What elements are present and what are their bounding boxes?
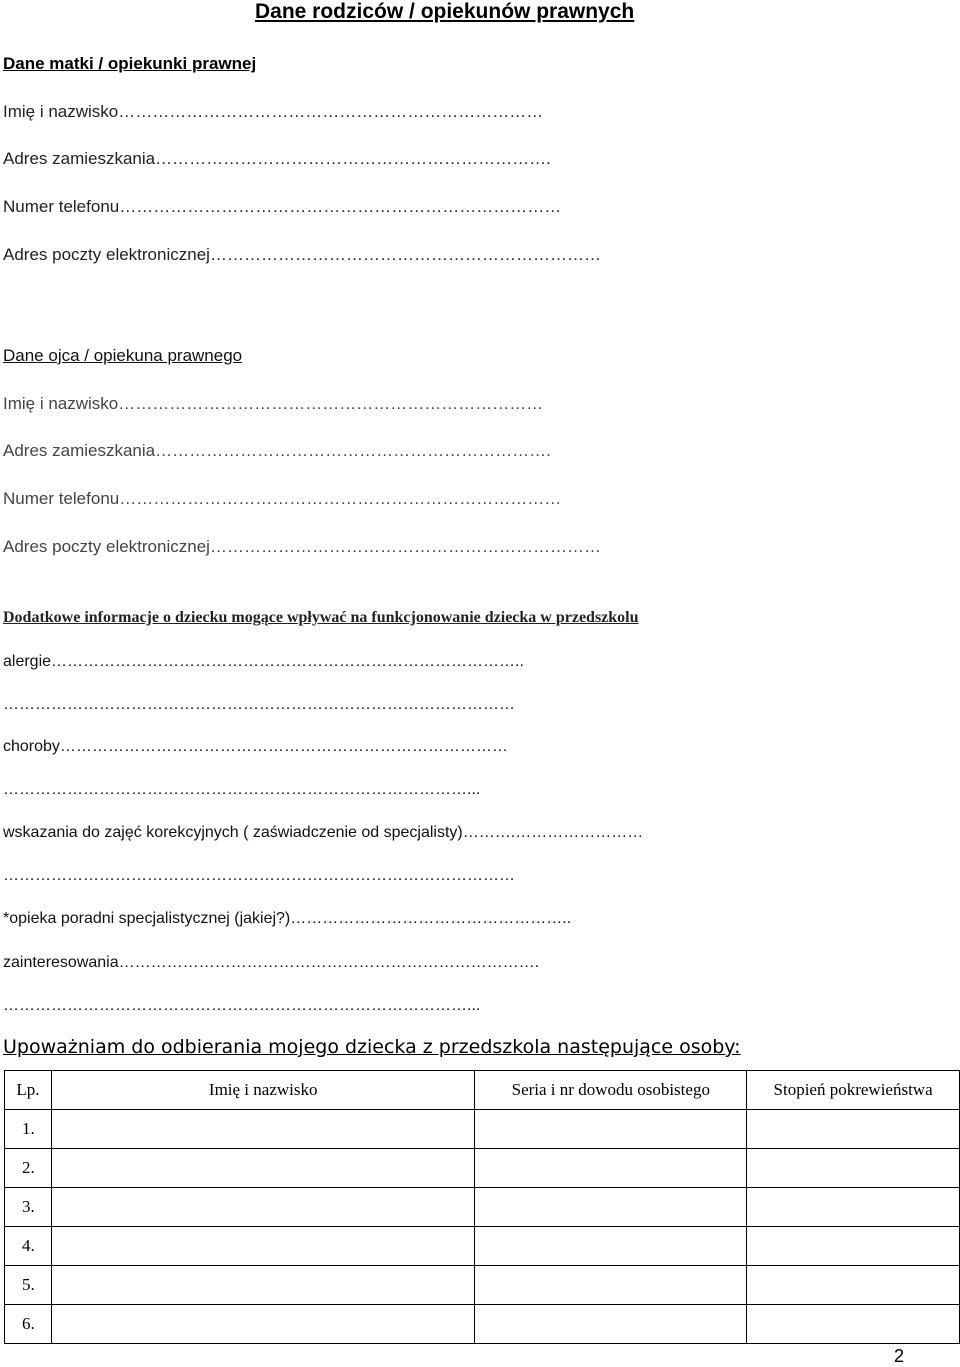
father-name-label: Imię i nazwisko xyxy=(3,394,119,413)
table-row xyxy=(5,1110,960,1149)
corrective-label: wskazania do zajęć korekcyjnych ( zaświadczenie od specjalisty) xyxy=(3,824,463,841)
row-number: 4. xyxy=(5,1227,52,1266)
mother-address-dots[interactable]: ……………………………………………………………. xyxy=(155,149,551,168)
corrective-row xyxy=(3,824,643,842)
table-header-row xyxy=(5,1071,960,1110)
page-number: 2 xyxy=(894,1346,905,1366)
diseases-label: choroby xyxy=(3,738,60,755)
father-email-label: Adres poczty elektronicznej xyxy=(3,537,210,556)
relation-cell[interactable] xyxy=(747,1188,960,1227)
id-cell[interactable] xyxy=(475,1227,747,1266)
id-cell[interactable] xyxy=(475,1110,747,1149)
diseases-row xyxy=(3,738,508,756)
name-cell[interactable] xyxy=(51,1188,474,1227)
clinic-dots[interactable]: …………………………………………….. xyxy=(290,910,572,927)
interests-label: zainteresowania xyxy=(3,954,119,971)
column-header-id: Seria i nr dowodu osobistego xyxy=(475,1071,747,1110)
row-number: 6. xyxy=(5,1305,52,1344)
mother-section-heading: Dane matki / opiekunki prawnej xyxy=(3,54,257,73)
mother-email-dots[interactable]: …………………………………………………………… xyxy=(209,245,601,264)
relation-cell[interactable] xyxy=(747,1110,960,1149)
father-section-heading: Dane ojca / opiekuna prawnego xyxy=(3,346,243,365)
name-cell[interactable] xyxy=(51,1149,474,1188)
id-cell[interactable] xyxy=(475,1305,747,1344)
table-row xyxy=(5,1227,960,1266)
relation-cell[interactable] xyxy=(747,1305,960,1344)
name-cell[interactable] xyxy=(51,1227,474,1266)
row-number: 2. xyxy=(5,1149,52,1188)
father-email-dots[interactable]: …………………………………………………………… xyxy=(209,537,601,556)
father-address-dots[interactable]: ……………………………………………………………. xyxy=(155,441,551,460)
name-cell[interactable] xyxy=(51,1266,474,1305)
mother-name-dots[interactable]: ………………………………………………………………… xyxy=(118,102,544,121)
mother-phone-dots[interactable]: …………………………………………………………………… xyxy=(119,197,562,216)
allergies-line2[interactable]: …………………………………………………………………………………… xyxy=(3,696,515,713)
name-cell[interactable] xyxy=(51,1305,474,1344)
row-number: 5. xyxy=(5,1266,52,1305)
father-name-row xyxy=(3,394,543,414)
table-row xyxy=(5,1149,960,1188)
id-cell[interactable] xyxy=(475,1149,747,1188)
diseases-line2[interactable]: ……………………………………………………………………………... xyxy=(3,781,481,798)
mother-address-row xyxy=(3,149,551,169)
interests-dots[interactable]: ……………………………………………………………………. xyxy=(118,954,540,971)
father-email-row xyxy=(3,537,601,557)
clinic-row xyxy=(3,910,571,928)
table-row xyxy=(5,1305,960,1344)
mother-phone-label: Numer telefonu xyxy=(3,197,120,216)
mother-name-row xyxy=(3,102,543,122)
allergies-label: alergie xyxy=(3,653,52,670)
child-info-heading: Dodatkowe informacje o dziecku mogące wpływać na funkcjonowanie dziecka w przedszkolu xyxy=(3,609,639,626)
column-header-lp: Lp. xyxy=(5,1071,52,1110)
table-row xyxy=(5,1266,960,1305)
father-phone-row xyxy=(3,489,561,509)
interests-line2[interactable]: ……………………………………………………………………………... xyxy=(3,997,481,1014)
table-row xyxy=(5,1188,960,1227)
mother-email-label: Adres poczty elektronicznej xyxy=(3,245,210,264)
corrective-dots[interactable]: ……….…………………… xyxy=(462,824,644,841)
page-title: Dane rodziców / opiekunów prawnych xyxy=(255,0,635,23)
corrective-line2[interactable]: …………………………………………………………………………………… xyxy=(3,867,515,884)
diseases-dots[interactable]: ………………………………………………………………………… xyxy=(59,738,508,755)
relation-cell[interactable] xyxy=(747,1266,960,1305)
id-cell[interactable] xyxy=(475,1266,747,1305)
relation-cell[interactable] xyxy=(747,1149,960,1188)
column-header-name: Imię i nazwisko xyxy=(51,1071,474,1110)
father-address-label: Adres zamieszkania xyxy=(3,441,156,460)
mother-phone-row xyxy=(3,197,561,217)
relation-cell[interactable] xyxy=(747,1227,960,1266)
row-number: 1. xyxy=(5,1110,52,1149)
allergies-dots[interactable]: …………………………………………………………………………….. xyxy=(51,653,524,670)
id-cell[interactable] xyxy=(475,1188,747,1227)
father-phone-label: Numer telefonu xyxy=(3,489,120,508)
interests-row xyxy=(3,954,539,972)
father-name-dots[interactable]: ………………………………………………………………… xyxy=(118,394,544,413)
mother-name-label: Imię i nazwisko xyxy=(3,102,119,121)
mother-email-row xyxy=(3,245,601,265)
clinic-label: *opieka poradni specjalistycznej (jakiej?) xyxy=(3,910,291,927)
father-phone-dots[interactable]: …………………………………………………………………… xyxy=(119,489,562,508)
name-cell[interactable] xyxy=(51,1110,474,1149)
allergies-row xyxy=(3,653,524,671)
row-number: 3. xyxy=(5,1188,52,1227)
mother-address-label: Adres zamieszkania xyxy=(3,149,156,168)
father-address-row xyxy=(3,441,551,461)
column-header-relation: Stopień pokrewieństwa xyxy=(747,1071,960,1110)
authorization-heading: Upoważniam do odbierania mojego dziecka z przedszkola następujące osoby: xyxy=(3,1036,741,1058)
authorized-persons-table xyxy=(4,1070,960,1344)
